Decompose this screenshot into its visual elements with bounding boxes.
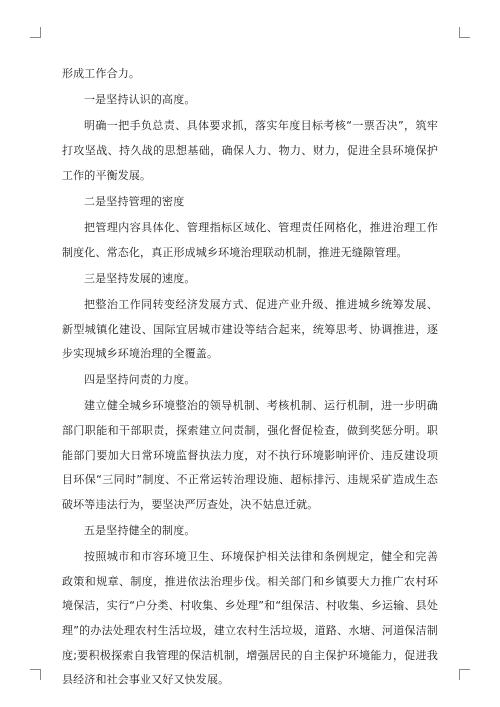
section-body-2: 把管理内容具体化、管理指标区域化、管理责任网格化，推进治理工作制度化、常态化，真正形成城乡环境治理联动机制，推进无缝隙管理。 bbox=[62, 220, 438, 259]
crop-mark-top-right bbox=[459, 27, 470, 38]
section-heading-5: 五是坚持健全的制度。 bbox=[84, 524, 196, 538]
section-body-3: 把整治工作同转变经济发展方式、促进产业升级、推进城乡统筹发展、新型城镇化建设、国际宜居城市建设等结合起来，统筹思考、协调推进，逐步实现城乡环境治理的全覆盖。 bbox=[62, 297, 438, 361]
section-heading-1: 一是坚持认识的高度。 bbox=[84, 93, 196, 107]
section-body-4: 建立健全城乡环境整治的领导机制、考核机制、运行机制，进一步明确部门职能和干部职责，探索建立问责制，强化督促检查，做到奖惩分明。职能部门要加大日常环境监督执法力度，对不执行环境影响评价、违反建设项目环保“三同时”制度、不正常运转治理设施、超标排污、违规采矿造成生态破坏等违法行为，要坚决严厉查处，决不姑息迁就。 bbox=[62, 399, 438, 511]
crop-mark-bottom-left bbox=[30, 669, 41, 680]
section-heading-2: 二是坚持管理的密度 bbox=[84, 194, 185, 208]
section-heading-3: 三是坚持发展的速度。 bbox=[84, 271, 196, 285]
crop-mark-top-left bbox=[30, 27, 41, 38]
section-body-5: 按照城市和市容环境卫生、环境保护相关法律和条例规定，健全和完善政策和规章、制度，推进依法治理步伐。相关部门和乡镇要大力推广农村环境保洁，实行“户分类、村收集、乡处理”和“组保洁、村收集、乡运输、县处理”的办法处理农村生活垃圾，建立农村生活垃圾，道路、水塘、河道保洁制度;要积极探索自我管理的保洁机制，增强居民的自主保护环境能力，促进我县经济和社会事业又好又快发展。 bbox=[62, 550, 438, 687]
crop-mark-bottom-right bbox=[459, 669, 470, 680]
paragraph-continuation: 形成工作合力。 bbox=[62, 67, 141, 80]
section-heading-4: 四是坚持问责的力度。 bbox=[84, 373, 196, 387]
section-body-1: 明确一把手负总责、具体要求抓，落实年度目标考核“一票否决”，筑牢打攻坚战、持久战的思想基础，确保人力、物力、财力，促进全县环境保护工作的平衡发展。 bbox=[62, 119, 438, 182]
document-body bbox=[62, 62, 438, 694]
